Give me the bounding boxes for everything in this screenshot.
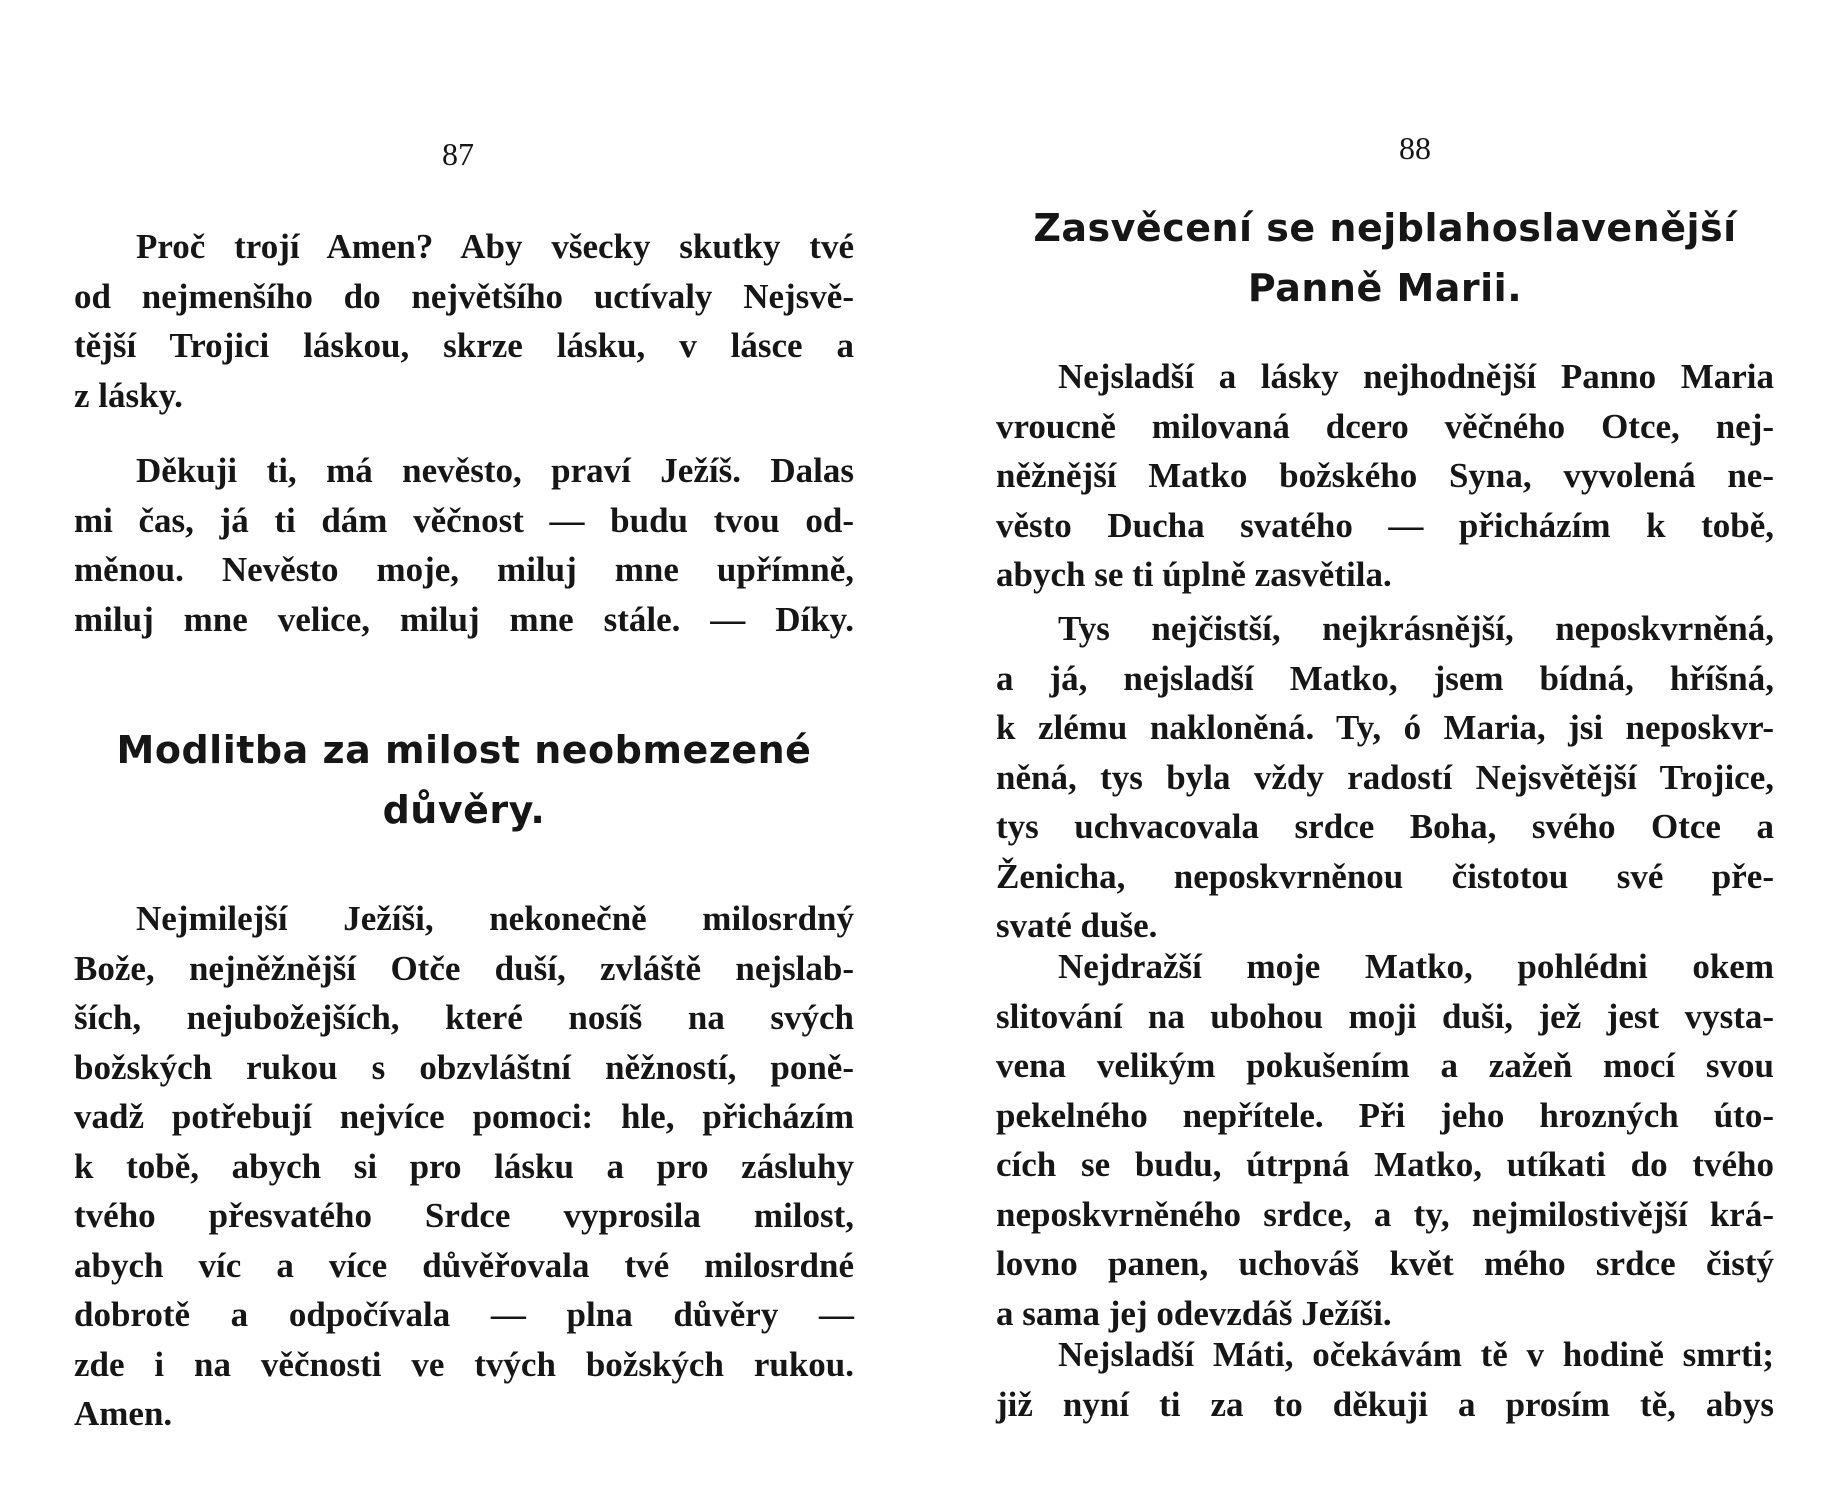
text-line: Nejmilejší Ježíši, nekonečně milosrdný bbox=[136, 899, 854, 938]
text-line: vadž potřebují nejvíce pomoci: hle, přicházím bbox=[74, 1097, 854, 1136]
heading-line: Panně Marii. bbox=[1247, 266, 1523, 310]
heading-line: Zasvěcení se nejblahoslavenější bbox=[1033, 206, 1737, 250]
left-page bbox=[74, 0, 854, 1500]
text-line: lovno panen, uchováš květ mého srdce čistý bbox=[996, 1244, 1774, 1283]
text-line: a sama jej odevzdáš Ježíši. bbox=[996, 1293, 1392, 1333]
text-line: něžnější Matko božského Syna, vyvolená ne- bbox=[996, 456, 1774, 495]
text-line: k zlému nakloněná. Ty, ó Maria, jsi neposkvr- bbox=[996, 708, 1774, 747]
text-line: ších, nejubožejších, které nosíš na svých bbox=[74, 998, 854, 1037]
heading-line: důvěry. bbox=[382, 788, 546, 832]
text-line: Nejsladší Máti, očekávám tě v hodině smrti; bbox=[1058, 1335, 1774, 1374]
text-line: tvého přesvatého Srdce vyprosila milost, bbox=[74, 1196, 854, 1235]
text-line: Děkuji ti, má nevěsto, praví Ježíš. Dalas bbox=[136, 451, 854, 490]
text-line: věsto Ducha svatého — přicházím k tobě, bbox=[996, 505, 1774, 545]
text-line: měnou. Nevěsto moje, miluj mne upřímně, bbox=[74, 550, 854, 589]
right-paragraph-2 bbox=[996, 604, 1774, 951]
text-line: pekelného nepřítele. Při jeho hrozných úto- bbox=[996, 1095, 1774, 1135]
left-paragraph-3 bbox=[74, 894, 854, 1439]
text-line: zde i na věčnosti ve tvých božských rukou. bbox=[74, 1344, 854, 1384]
text-line: neposkvrněného srdce, a ty, nejmilostivější krá- bbox=[996, 1194, 1774, 1234]
text-line: Tys nejčistší, nejkrásnější, neposkvrněná, bbox=[1058, 609, 1774, 648]
text-line: již nyní ti za to děkuji a prosím tě, abys bbox=[996, 1384, 1774, 1424]
left-paragraph-1 bbox=[74, 222, 854, 420]
text-line: tys uchvacovala srdce Boha, svého Otce a bbox=[996, 807, 1774, 846]
right-page-number: 88 bbox=[1399, 130, 1431, 166]
heading-line: Modlitba za milost neobmezené bbox=[116, 728, 812, 772]
text-line: abych víc a více důvěřovala tvé milosrdné bbox=[74, 1245, 854, 1285]
text-line: a já, nejsladší Matko, jsem bídná, hříšná, bbox=[996, 658, 1774, 698]
text-line: mi čas, já ti dám věčnost — budu tvou od- bbox=[74, 500, 854, 540]
left-page-number: 87 bbox=[442, 136, 474, 172]
text-line: abych se ti úplně zasvětila. bbox=[996, 555, 1392, 594]
text-line: něná, tys byla vždy radostí Nejsvětější Trojice, bbox=[996, 757, 1774, 797]
text-line: božských rukou s obzvláštní něžností, poně- bbox=[74, 1047, 854, 1087]
text-line: Proč trojí Amen? Aby všecky skutky tvé bbox=[136, 227, 854, 266]
text-line: Ženicha, neposkvrněnou čistotou své pře- bbox=[996, 856, 1774, 896]
text-line: svaté duše. bbox=[996, 906, 1158, 945]
text-line: vroucně milovaná dcero věčného Otce, nej- bbox=[996, 406, 1774, 446]
text-line: Bože, nejněžnější Otče duší, zvláště nejslab- bbox=[74, 948, 854, 988]
right-page bbox=[996, 0, 1774, 1500]
left-paragraph-2 bbox=[74, 446, 854, 644]
text-line: slitování na ubohou moji duši, jež jest vysta- bbox=[996, 996, 1774, 1036]
text-line: tější Trojici láskou, skrze lásku, v lásce a bbox=[74, 326, 854, 365]
text-line: cích se budu, útrpná Matko, utíkati do tvého bbox=[996, 1145, 1774, 1184]
text-line: dobrotě a odpočívala — plna důvěry — bbox=[74, 1295, 854, 1334]
right-paragraph-1 bbox=[996, 352, 1774, 600]
right-paragraph-3 bbox=[996, 942, 1774, 1338]
text-line: vena velikým pokušením a zažeň mocí svou bbox=[996, 1046, 1774, 1085]
text-line: k tobě, abych si pro lásku a pro zásluhy bbox=[74, 1146, 854, 1186]
right-paragraph-4 bbox=[996, 1330, 1774, 1429]
text-line: Nejsladší a lásky nejhodnější Panno Maria bbox=[1058, 357, 1774, 396]
right-section-heading bbox=[996, 198, 1774, 318]
text-line: z lásky. bbox=[74, 375, 183, 415]
left-section-heading bbox=[74, 720, 854, 840]
text-line: miluj mne velice, miluj mne stále. — Díky. bbox=[74, 599, 854, 639]
text-line: Nejdražší moje Matko, pohlédni okem bbox=[1058, 947, 1774, 986]
text-line: od nejmenšího do největšího uctívaly Nejsvě- bbox=[74, 276, 854, 316]
text-line: Amen. bbox=[74, 1394, 173, 1433]
